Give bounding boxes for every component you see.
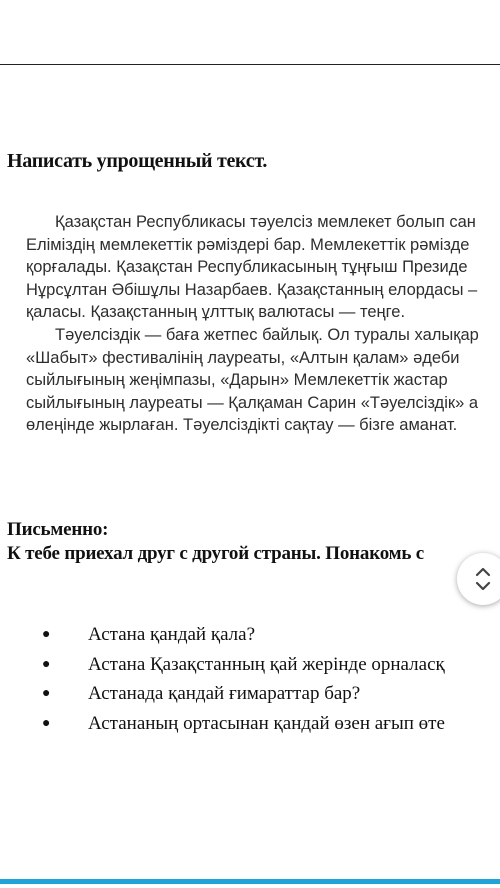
bottom-accent-bar [0,879,500,884]
scanned-text-line: Тәуелсіздік — баға жетпес байлық. Ол туралы халықар [55,325,479,344]
question-text: Астанада қандай ғимараттар бар? [88,683,361,704]
scanned-text-line: «Шабыт» фестивалінің лауреаты, «Алтын қалам» әдеби [26,348,460,367]
scanned-text-line: Нұрсұлтан Әбішұлы Назарбаев. Қазақстанның елордасы – [26,280,478,299]
question-list [42,620,445,738]
scanned-text-line: қорғалады. Қазақстан Республикасының тұңғыш Президе [26,258,468,277]
scanned-text-line: қаласы. Қазақстанның ұлттық валютасы — теңге. [26,303,406,322]
scanned-text-line: Еліміздің мемлекеттік рәміздері бар. Мемлекеттік рәмізде [26,235,470,254]
question-item [42,709,445,739]
question-item [42,679,445,709]
question-text: Астана қандай қала? [88,624,256,645]
bullet-icon: ● [42,656,51,672]
written-instruction: К тебе приехал друг с другой страны. Понакомь с [7,543,425,564]
written-heading: Письменно: [7,519,109,540]
top-divider [0,64,500,65]
scroll-toggle-button[interactable] [457,553,500,605]
scanned-text-line: сыйлығының лауреаты — Қалқаман Сарин «Тәуелсіздік» а [26,393,479,412]
question-item [42,620,445,650]
scanned-text-image [26,211,500,437]
bullet-icon: ● [42,627,51,642]
question-text: Астана Қазақстанның қай жерінде орналасқ [88,653,445,675]
task-title: Написать упрощенный текст. [7,150,268,172]
scanned-text-line: сыйлығының жеңімпазы, «Дарын» Мемлекеттік жастар [26,371,448,390]
bullet-icon: ● [42,686,51,701]
written-task [7,518,424,566]
up-down-chevron-icon [475,565,491,593]
question-text: Астананың ортасынан қандай өзен ағып өте [88,712,445,734]
question-item [42,650,445,680]
bullet-icon: ● [42,715,51,731]
scanned-text-line: өлеңінде жырлаған. Тәуелсіздікті сақтау — бізге аманат. [26,416,458,435]
scanned-text-line: Қазақстан Республикасы тәуелсіз мемлекет болып сан [55,213,476,231]
